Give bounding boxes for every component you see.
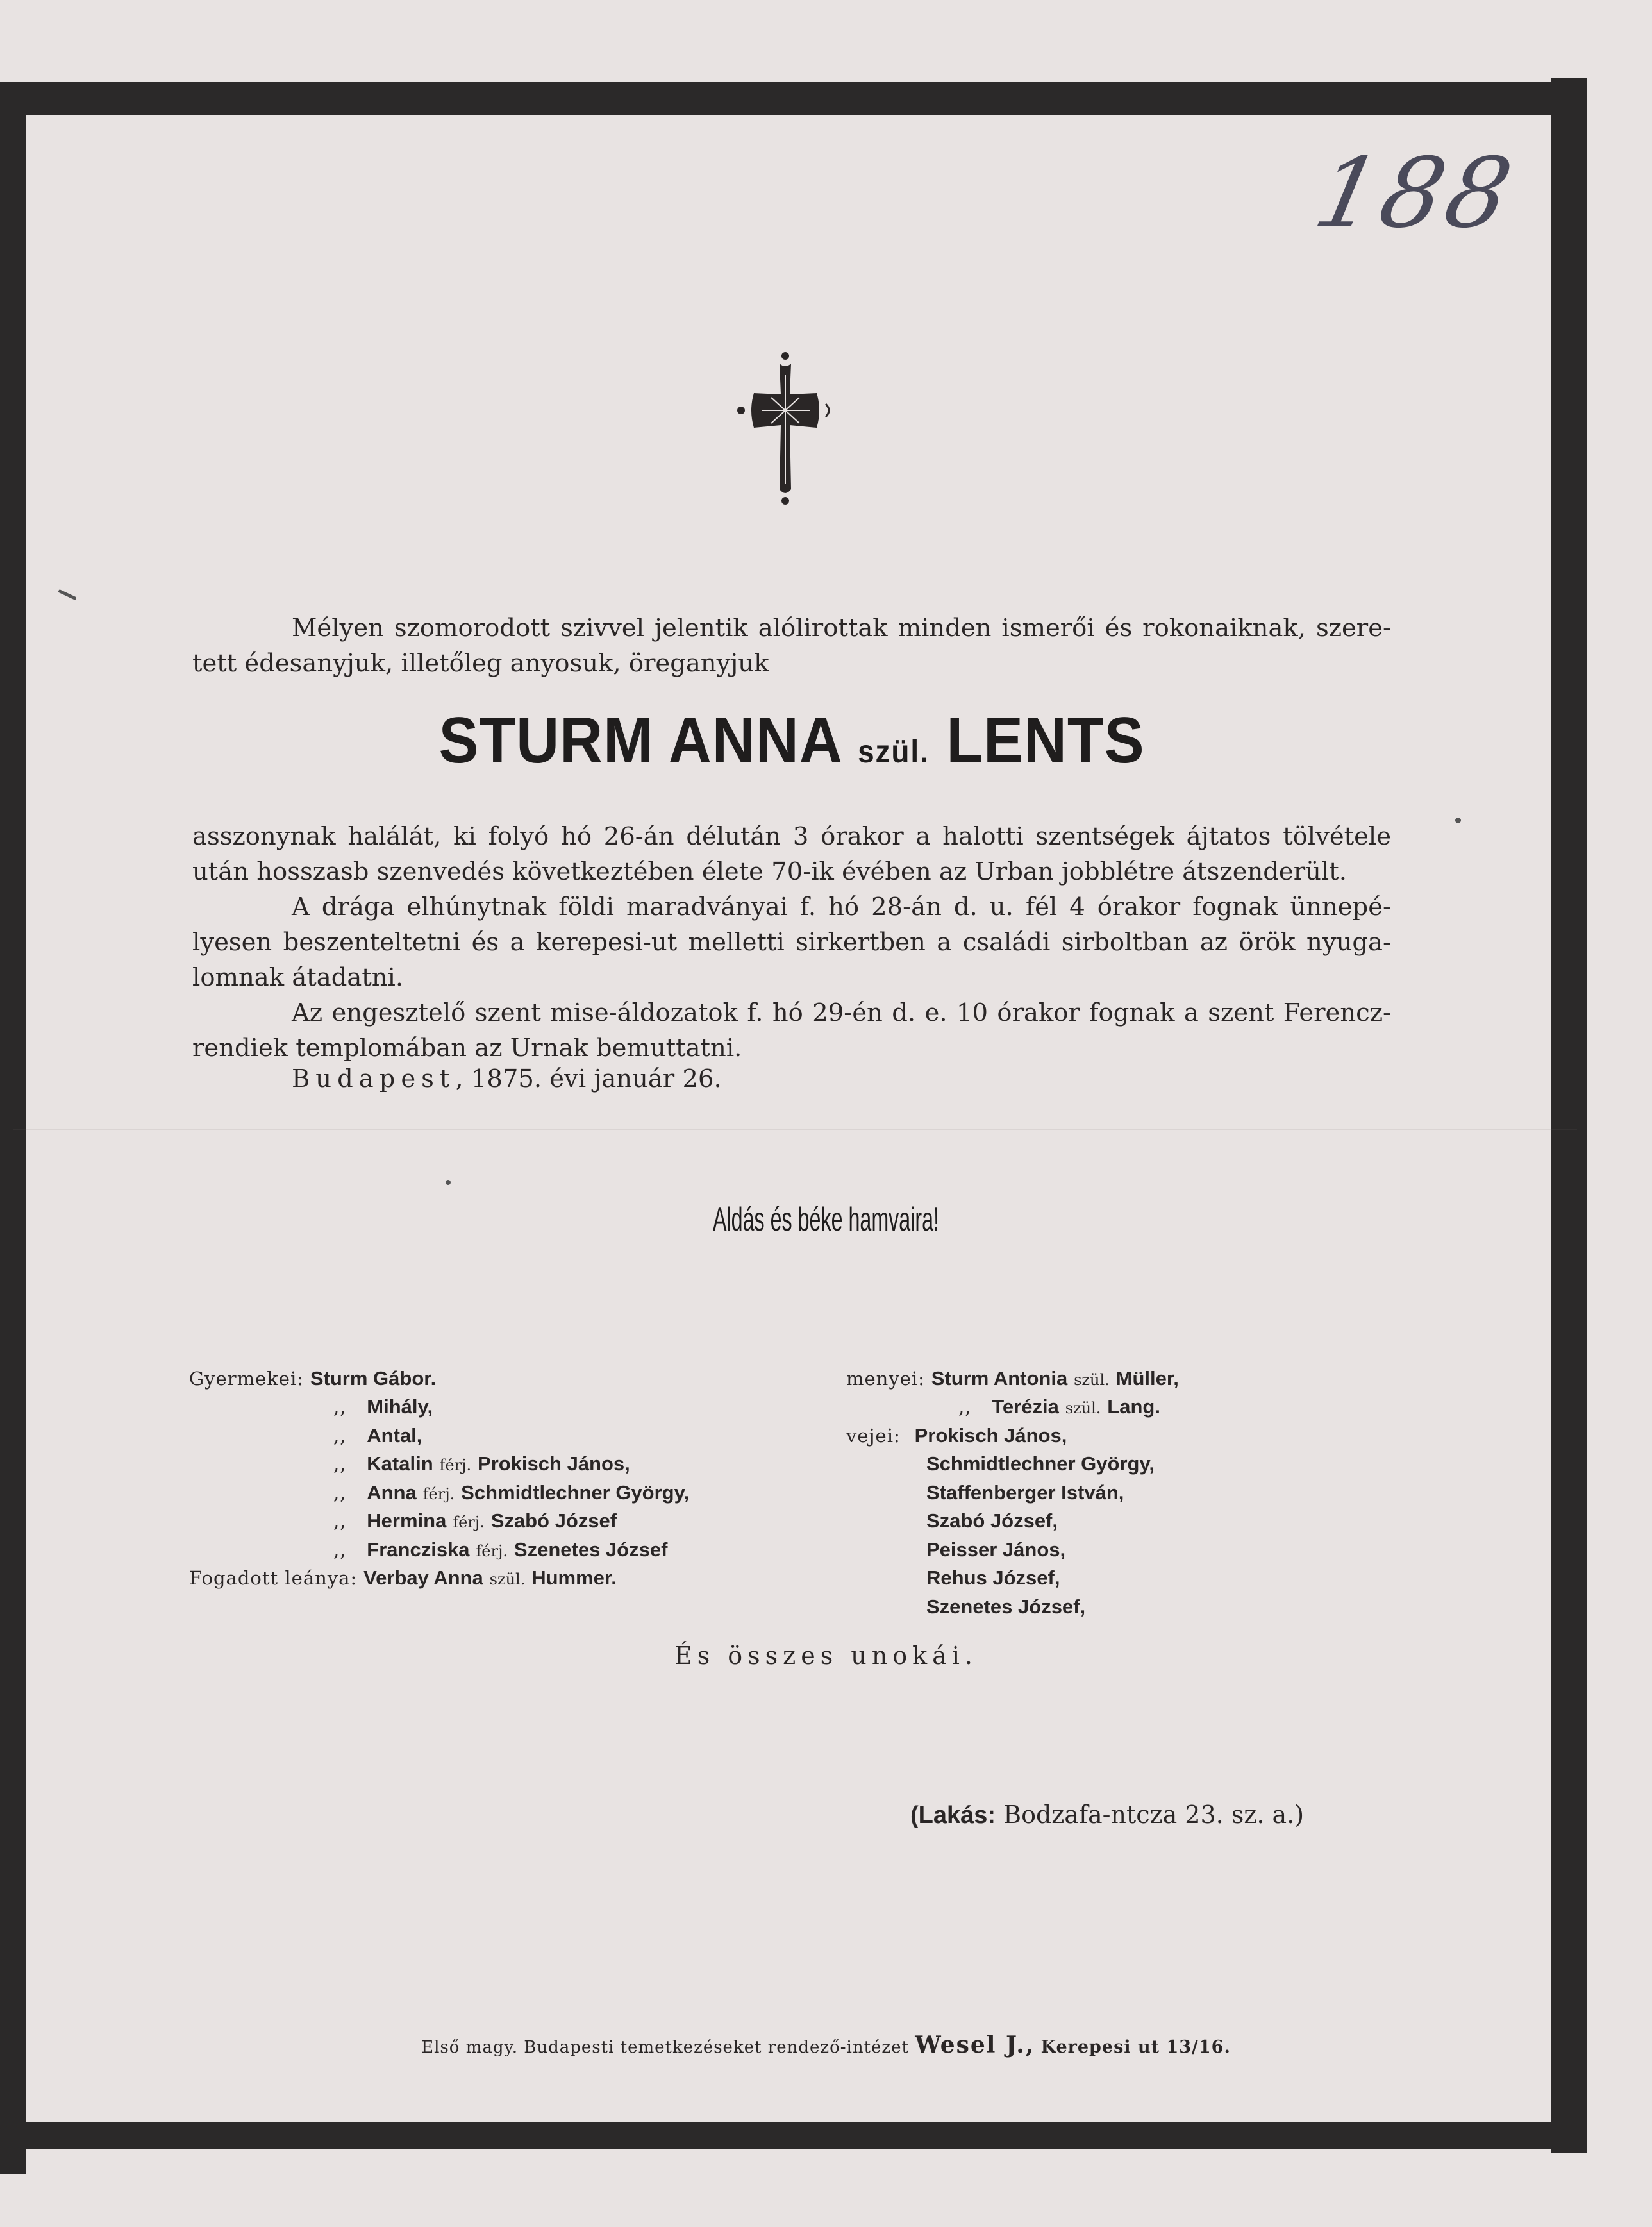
children-row [333, 1507, 617, 1537]
menye-name: Sturm Antonia [931, 1367, 1068, 1390]
adopted-name: Verbay Anna [363, 1567, 483, 1589]
deceased-maiden-name: LENTS [946, 705, 1145, 777]
child-spouse: Szabó József [490, 1509, 617, 1532]
menye-name: Terézia [992, 1395, 1059, 1418]
border-top [0, 82, 1551, 115]
body-line-6: Az engesztelő szent mise-áldozatok f. hó 29-én d. e. 10 órakor fognak a szent Ferencz- [292, 998, 1391, 1027]
ditto-mark: ,, [333, 1510, 347, 1532]
ditto-mark: ,, [333, 1425, 347, 1447]
intro-line-1: Mélyen szomorodott szivvel jelentik alólirottak minden ismerői és rokonaiknak, szere- [292, 614, 1391, 643]
body-line-1: asszonynak halálát, ki folyó hó 26-án délután 3 órakor a halotti szentségek ájtatos tölvétele [192, 822, 1391, 851]
body-line-3: A drága elhúnytnak földi maradványai f. hó 28-án d. u. fél 4 órakor fognak ünnepé- [292, 893, 1391, 921]
menyei-label: menyei: [846, 1368, 925, 1390]
menye-maiden: Lang. [1107, 1395, 1160, 1418]
body-line-5: lomnak átadatni. [192, 963, 404, 992]
ditto-mark: ,, [333, 1539, 347, 1561]
children-row [333, 1422, 422, 1450]
vejei-label: vejei: [846, 1425, 901, 1447]
residence-label: (Lakás: [910, 1802, 996, 1829]
footer-prefix: Első magy. Budapesti temetkezéseket rendező-intézet [421, 2038, 909, 2057]
child-spouse: Prokisch János, [478, 1452, 630, 1475]
veje-name: Peisser János, [926, 1538, 1066, 1561]
deceased-first-name: STURM ANNA [438, 705, 841, 777]
child-name: Antal, [367, 1424, 422, 1447]
child-name: Anna [367, 1481, 417, 1504]
border-left [0, 115, 26, 2174]
ditto-mark: ,, [333, 1453, 347, 1475]
children-row [333, 1479, 689, 1509]
motto: Aldás és béke hamvaira! [712, 1201, 940, 1238]
intro-paragraph [192, 610, 1391, 681]
body-line-4: lyesen beszenteltetni és a kerepesi-ut melletti sirkertben a családi sirboltban az örök nyuga- [192, 928, 1391, 957]
veje-name: Schmidtlechner György, [926, 1452, 1155, 1475]
veje-name: Prokisch János, [914, 1424, 1067, 1447]
child-name: Sturm Gábor. [310, 1367, 437, 1390]
veje-name: Szabó József, [926, 1509, 1058, 1532]
paper-speck [446, 1180, 451, 1185]
funeral-home-footer [0, 2031, 1652, 2058]
body-line-2: után hosszasb szenvedés következtében élete 70-ik évében az Urban jobblétre átszenderült. [192, 857, 1347, 886]
child-name: Francziska [367, 1538, 470, 1561]
children-row [333, 1450, 630, 1480]
archive-number: 188 [1305, 138, 1524, 249]
border-right [1551, 78, 1587, 2153]
menye-maiden: Müller, [1115, 1367, 1179, 1390]
body-line-7: rendiek templomában az Urnak bemuttatni. [192, 1034, 742, 1063]
veje-name: Rehus József, [926, 1567, 1060, 1589]
child-name: Hermina [367, 1509, 447, 1532]
menyei-row [958, 1393, 1160, 1423]
ferj-label: férj. [439, 1456, 472, 1474]
residence [910, 1801, 1304, 1829]
intro-line-2: tett édesanyjuk, illetőleg anyosuk, öreganyjuk [192, 649, 769, 678]
vejei-row [846, 1422, 1067, 1450]
veje-name: Szenetes József, [926, 1595, 1086, 1618]
ferj-label: férj. [453, 1513, 485, 1531]
child-name: Mihály, [367, 1395, 433, 1418]
ferj-label: férj. [422, 1485, 455, 1503]
body-paragraph [192, 819, 1391, 1066]
child-spouse: Szenetes József [513, 1538, 668, 1561]
place: Budapest [292, 1064, 456, 1093]
grandchildren-line: És összes unokái. [674, 1642, 978, 1670]
border-bottom [26, 2122, 1583, 2149]
date: , 1875. évi január 26. [455, 1064, 722, 1093]
in-laws-list [846, 1365, 1487, 1621]
children-list [189, 1365, 830, 1595]
adopted-row [189, 1564, 617, 1594]
adopted-maiden: Hummer. [531, 1567, 617, 1589]
footer-company: Wesel J., [915, 2031, 1035, 2058]
menye-szul: szül. [1074, 1371, 1110, 1389]
children-row [333, 1393, 433, 1422]
veje-name: Staffenberger István, [926, 1481, 1124, 1504]
children-row [333, 1536, 667, 1566]
children-label: Gyermekei: [189, 1368, 305, 1390]
place-date [292, 1064, 722, 1093]
ferj-label: férj. [476, 1542, 508, 1560]
paper-fold-line [13, 1129, 1577, 1130]
deceased-name [240, 704, 1343, 778]
residence-address: Bodzafa-ntcza 23. sz. a.) [1003, 1801, 1305, 1829]
cross-icon [736, 349, 835, 507]
menye-szul: szül. [1065, 1399, 1101, 1417]
ditto-mark: ,, [958, 1396, 972, 1418]
ditto-mark: ,, [333, 1482, 347, 1504]
menyei-row [846, 1365, 1179, 1395]
ditto-mark: ,, [333, 1396, 347, 1418]
paper-speck [1455, 818, 1461, 823]
adopted-label: Fogadott leánya: [189, 1567, 358, 1589]
deceased-szul: szül. [858, 734, 930, 769]
children-row [189, 1365, 436, 1393]
child-spouse: Schmidtlechner György, [461, 1481, 690, 1504]
adopted-szul: szül. [489, 1570, 526, 1588]
footer-address: Kerepesi ut 13/16. [1040, 2037, 1231, 2057]
child-name: Katalin [367, 1452, 433, 1475]
